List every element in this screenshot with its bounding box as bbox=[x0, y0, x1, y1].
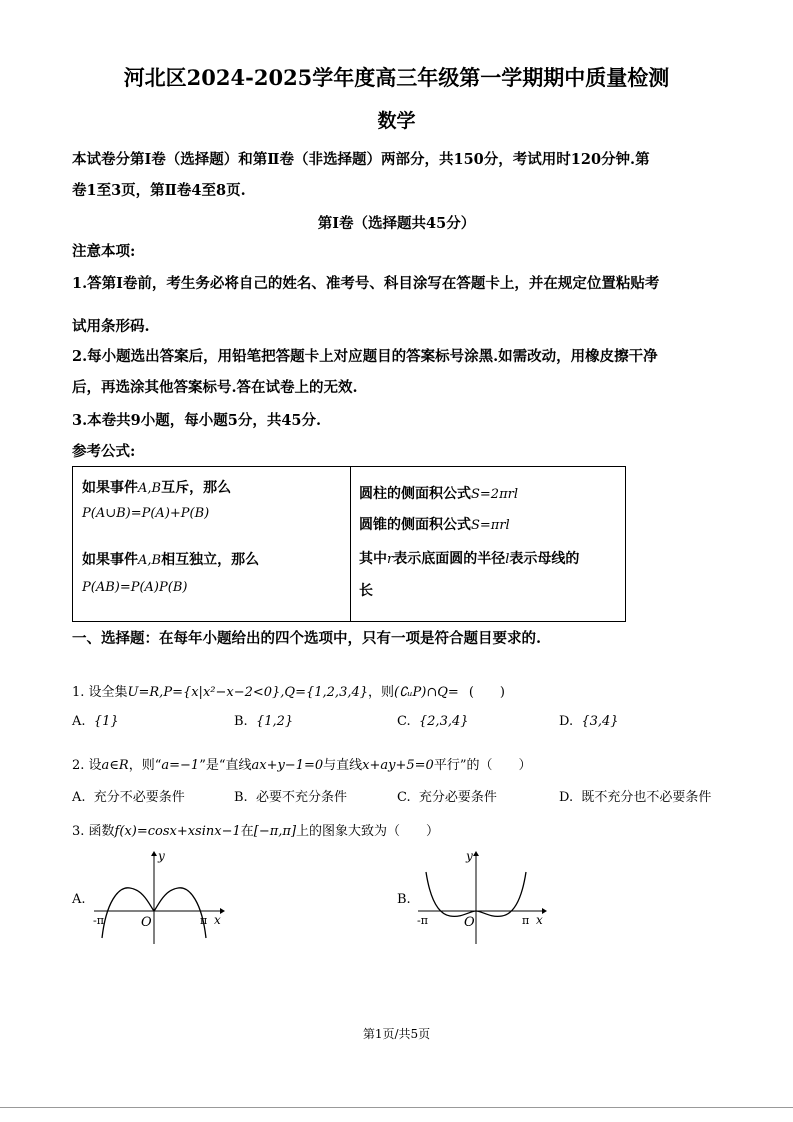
note-3: 3.本卷共9小题，每小题5分，共45分. bbox=[72, 412, 322, 429]
q1-option-c-value: {2,3,4} bbox=[418, 714, 469, 729]
q1-option-c-label: C. bbox=[397, 714, 411, 729]
graph-a-neg-pi: -π bbox=[93, 914, 104, 927]
section-title: 第Ⅰ卷（选择题共45分） bbox=[317, 215, 476, 232]
note-1-line-2: 试用条形码. bbox=[72, 318, 150, 335]
legend-a: 其中 bbox=[359, 551, 387, 567]
q2-option-c bbox=[397, 786, 497, 805]
formula-exclusive-text: 如果事件 bbox=[82, 480, 138, 496]
q2-option-c-label: C. bbox=[397, 790, 411, 805]
q2-option-d-value: 既不充分也不必要条件 bbox=[581, 790, 712, 805]
graph-b-y-arrow bbox=[473, 851, 479, 856]
q1-mid: ，则 bbox=[368, 685, 395, 700]
formula-exclusive-vars: A,B bbox=[138, 481, 162, 496]
section-1-heading: 一、选择题：在每年小题给出的四个选项中，只有一项是符合题目要求的. bbox=[72, 630, 542, 647]
q2-prefix: 2. 设 bbox=[72, 758, 102, 773]
graph-a-y-label: y bbox=[158, 849, 165, 863]
q2-t4: 平行”的（ ） bbox=[433, 758, 532, 773]
graph-a-pi: π bbox=[200, 914, 208, 927]
formula-cone-math: S=πrl bbox=[471, 518, 510, 533]
graph-b-y-label: y bbox=[466, 849, 473, 863]
formula-independent-tail: 相互独立，那么 bbox=[161, 552, 260, 568]
graph-b-origin: O bbox=[464, 915, 475, 930]
formula-table-divider bbox=[350, 467, 351, 621]
q1-option-b-label: B. bbox=[234, 714, 248, 729]
note-2-line-2: 后，再选涂其他答案标号.答在试卷上的无效. bbox=[72, 379, 358, 396]
q1-option-a-value: {1} bbox=[93, 714, 119, 729]
q3-math2: [−π,π] bbox=[253, 824, 297, 839]
q3-prefix: 3. 函数 bbox=[72, 824, 115, 839]
question-2 bbox=[72, 754, 531, 773]
q2-option-c-value: 充分必要条件 bbox=[418, 790, 497, 805]
note-2-line-1: 2.每小题选出答案后，用铅笔把答题卡上对应题目的答案标号涂黑.如需改动，用橡皮擦干净 bbox=[72, 348, 658, 365]
intro-line-2: 卷1至3页，第Ⅱ卷4至8页. bbox=[72, 182, 246, 199]
formula-independent: P(AB)=P(A)P(B) bbox=[82, 580, 188, 595]
formula-cylinder bbox=[359, 483, 518, 506]
formula-cylinder-math: S=2πrl bbox=[471, 487, 518, 502]
page-number: 第1页/共5页 bbox=[362, 1027, 431, 1041]
formula-legend-end: 长 bbox=[359, 583, 373, 599]
q2-t2: ”是“直线 bbox=[199, 758, 252, 773]
q2-math2: a=−1 bbox=[161, 758, 200, 773]
q2-option-b bbox=[234, 786, 347, 805]
q2-t1: ，则“ bbox=[128, 758, 162, 773]
q1-option-a-label: A. bbox=[72, 714, 86, 729]
q3-graph-b bbox=[412, 848, 552, 948]
exam-title: 河北区2024-2025学年度高三年级第一学期期中质量检测 bbox=[123, 65, 670, 90]
q2-option-b-label: B. bbox=[234, 790, 248, 805]
q2-math3: ax+y−1=0 bbox=[251, 758, 324, 773]
q3-math: f(x)=cosx+xsinx−1 bbox=[114, 824, 241, 839]
formula-cone-text: 圆锥的侧面积公式 bbox=[359, 517, 471, 533]
legend-c: 表示母线的 bbox=[509, 551, 580, 567]
formula-cylinder-text: 圆柱的侧面积公式 bbox=[359, 486, 471, 502]
q1-math2: (∁ᵤP)∩Q= bbox=[394, 685, 459, 700]
formula-table bbox=[72, 466, 626, 622]
q1-math: U=R,P={x|x²−x−2<0},Q={1,2,3,4} bbox=[127, 685, 369, 700]
q3-graph-a bbox=[88, 848, 228, 948]
q2-option-d-label: D. bbox=[559, 790, 574, 805]
graph-b-pi: π bbox=[522, 914, 530, 927]
formula-exclusive-label bbox=[82, 477, 231, 500]
formula-independent-label bbox=[82, 549, 259, 572]
intro-line-1: 本试卷分第Ⅰ卷（选择题）和第Ⅱ卷（非选择题）两部分，共150分，考试用时120分钟.第 bbox=[72, 151, 650, 168]
note-1-line-1: 1.答第Ⅰ卷前，考生务必将自己的姓名、准考号、科目涂写在答题卡上，并在规定位置粘贴考 bbox=[72, 275, 660, 292]
q3-option-b-label: B. bbox=[397, 892, 411, 907]
subject-title: 数学 bbox=[377, 110, 416, 132]
formula-exclusive-tail: 互斥，那么 bbox=[161, 480, 232, 496]
formula-independent-vars: A,B bbox=[138, 553, 162, 568]
question-1 bbox=[72, 681, 505, 700]
q2-math1: a∈R bbox=[101, 758, 129, 773]
formula-heading: 参考公式: bbox=[72, 443, 136, 460]
q2-option-a-value: 充分不必要条件 bbox=[93, 790, 185, 805]
q1-blank: ( ) bbox=[468, 685, 505, 700]
graph-a-x-label: x bbox=[214, 913, 221, 927]
q1-option-d bbox=[559, 714, 619, 729]
q1-prefix: 1. 设全集 bbox=[72, 685, 128, 700]
q2-option-a bbox=[72, 786, 185, 805]
formula-exclusive: P(A∪B)=P(A)+P(B) bbox=[82, 506, 210, 521]
formula-cone bbox=[359, 514, 510, 537]
legend-b: 表示底面圆的半径 bbox=[393, 551, 506, 567]
q1-option-d-label: D. bbox=[559, 714, 574, 729]
graph-a-origin: O bbox=[141, 915, 152, 930]
q2-option-d bbox=[559, 786, 711, 805]
q1-option-b-value: {1,2} bbox=[255, 714, 294, 729]
q3-t1: 在 bbox=[240, 824, 254, 839]
question-3 bbox=[72, 820, 439, 839]
q3-t2: 上的图象大致为（ ） bbox=[296, 824, 440, 839]
q1-option-a bbox=[72, 714, 119, 729]
legend-l: l bbox=[505, 552, 510, 567]
q2-option-a-label: A. bbox=[72, 790, 86, 805]
q1-option-b bbox=[234, 714, 293, 729]
graph-a-y-arrow bbox=[151, 851, 157, 856]
notes-heading: 注意本项: bbox=[72, 243, 136, 260]
q3-option-a-label: A. bbox=[72, 892, 86, 907]
q2-math4: x+ay+5=0 bbox=[362, 758, 434, 773]
formula-independent-text: 如果事件 bbox=[82, 552, 138, 568]
graph-b-x-label: x bbox=[536, 913, 543, 927]
formula-legend bbox=[359, 548, 579, 571]
q2-t3: 与直线 bbox=[323, 758, 363, 773]
legend-r: r bbox=[387, 552, 394, 567]
graph-b-neg-pi: -π bbox=[417, 914, 428, 927]
q1-option-d-value: {3,4} bbox=[581, 714, 619, 729]
q2-option-b-value: 必要不充分条件 bbox=[255, 790, 347, 805]
q1-option-c bbox=[397, 714, 469, 729]
bottom-rule bbox=[0, 1107, 793, 1108]
